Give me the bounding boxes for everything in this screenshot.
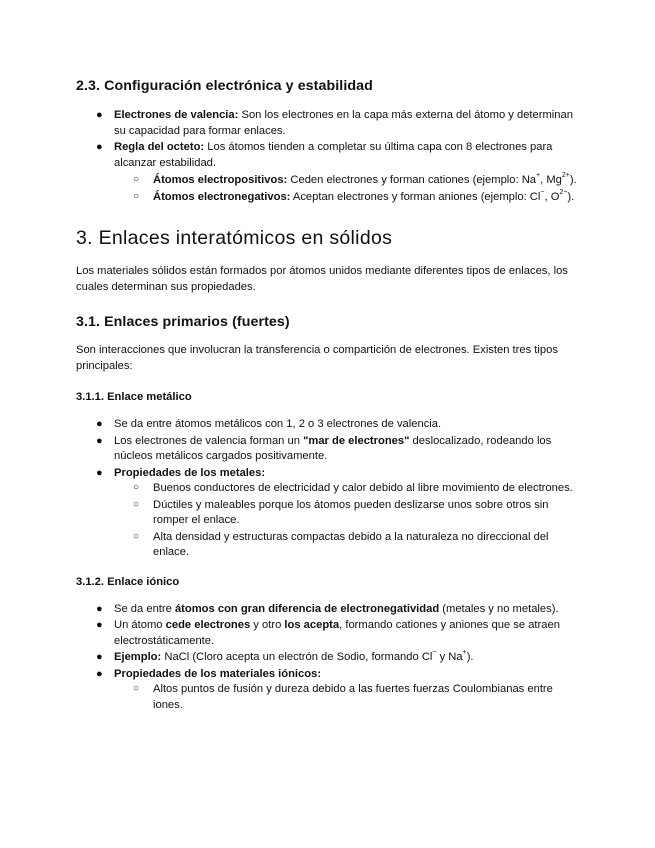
emphasis-text: átomos con gran diferencia de electronegatividad bbox=[174, 602, 440, 615]
bullet-icon: ● bbox=[96, 418, 103, 430]
sub-list bbox=[114, 682, 579, 713]
sub-list-item bbox=[114, 481, 579, 497]
section-3-1-1-heading: 3.1.1. Enlace metálico bbox=[76, 391, 192, 403]
list-text: y otro bbox=[250, 619, 285, 631]
list-item bbox=[76, 667, 579, 714]
bullet-icon: ● bbox=[96, 619, 103, 631]
sub-list bbox=[114, 173, 579, 205]
list-text: Dúctiles y maleables porque los átomos pueden deslizarse unos sobre otros sin romper el enlace. bbox=[153, 498, 549, 526]
list-text: Altos puntos de fusión y dureza debido a las fuertes fuerzas Coulombianas entre iones. bbox=[153, 683, 553, 711]
term-label: Propiedades de los materiales iónicos: bbox=[114, 667, 322, 680]
definition-text: ). bbox=[567, 190, 575, 203]
sub-list-item bbox=[114, 530, 579, 561]
list-text: Un átomo bbox=[114, 619, 166, 631]
list-item bbox=[76, 140, 579, 205]
sub-list bbox=[114, 481, 579, 561]
section-3-1-1-list bbox=[76, 417, 579, 561]
section-2-3-heading: 2.3. Configuración electrónica y estabilidad bbox=[76, 78, 373, 94]
section-2-3-list bbox=[76, 108, 579, 205]
section-3-1-2-heading: 3.1.2. Enlace iónico bbox=[76, 575, 180, 588]
definition-text: ). bbox=[569, 174, 577, 186]
bullet-icon: ● bbox=[96, 651, 103, 663]
term-label: Propiedades de los metales: bbox=[114, 466, 266, 479]
list-item bbox=[76, 650, 579, 666]
list-item bbox=[76, 434, 579, 465]
list-item bbox=[76, 108, 579, 139]
list-text: y Na bbox=[436, 651, 463, 663]
list-item bbox=[76, 618, 579, 649]
superscript: 2− bbox=[559, 188, 568, 196]
bullet-icon: ● bbox=[96, 434, 103, 447]
definition-text: Los átomos tienden a completar su última capa con 8 electrones para alcanzar estabilidad. bbox=[114, 141, 553, 169]
list-text: Se da entre átomos metálicos con 1, 2 o 3 electrones de valencia. bbox=[114, 418, 442, 430]
section-3-1-2-list bbox=[76, 602, 579, 714]
sub-list-item bbox=[114, 498, 579, 529]
term-label: Ejemplo: bbox=[114, 651, 162, 663]
term-label: Átomos electronegativos: bbox=[153, 190, 291, 203]
list-item bbox=[76, 466, 579, 561]
sub-list-item bbox=[114, 682, 579, 713]
sub-list-item bbox=[114, 190, 579, 206]
superscript: − bbox=[432, 649, 437, 657]
sub-list-item bbox=[114, 173, 579, 189]
superscript: − bbox=[540, 188, 545, 196]
emphasis-text: "mar de electrones" bbox=[303, 434, 410, 447]
superscript: + bbox=[462, 649, 467, 657]
definition-text: Aceptan electrones y forman aniones (ejemplo: Cl bbox=[290, 190, 541, 203]
hollow-bullet-icon: ○ bbox=[133, 190, 140, 202]
term-label: Regla del octeto: bbox=[114, 141, 205, 153]
term-label: Átomos electropositivos: bbox=[153, 174, 288, 186]
list-text: ). bbox=[466, 651, 474, 663]
superscript: + bbox=[536, 172, 541, 180]
hollow-bullet-icon: ○ bbox=[133, 498, 140, 510]
list-item bbox=[76, 602, 579, 618]
definition-text: Son los electrones en la capa más externa del átomo y determinan su capacidad para formar enlaces. bbox=[114, 109, 573, 137]
section-3-intro: Los materiales sólidos están formados por átomos unidos mediante diferentes tipos de enlaces, los cuales determinan sus propiedades. bbox=[76, 265, 568, 293]
list-text: NaCl (Cloro acepta un electrón de Sodio, formando Cl bbox=[161, 651, 433, 663]
list-text: Se da entre bbox=[114, 602, 175, 615]
emphasis-text: los acepta bbox=[284, 619, 340, 631]
hollow-bullet-icon: ○ bbox=[133, 683, 140, 694]
definition-text: , O bbox=[544, 190, 560, 203]
list-text: Buenos conductores de electricidad y calor debido al libre movimiento de electrones. bbox=[153, 482, 573, 494]
term-label: Electrones de valencia: bbox=[114, 109, 239, 121]
hollow-bullet-icon: ○ bbox=[133, 174, 140, 185]
section-3-1-intro: Son interacciones que involucran la transferencia o compartición de electrones. Existen tres tipos principales: bbox=[76, 344, 558, 372]
bullet-icon: ● bbox=[96, 109, 103, 121]
emphasis-text: cede electrones bbox=[165, 619, 251, 631]
definition-text: , Mg bbox=[540, 174, 562, 186]
definition-text: Ceden electrones y forman cationes (ejemplo: Na bbox=[287, 174, 537, 186]
section-3-heading: 3. Enlaces interatómicos en sólidos bbox=[76, 227, 393, 249]
hollow-bullet-icon: ○ bbox=[133, 482, 140, 493]
section-3-1-heading: 3.1. Enlaces primarios (fuertes) bbox=[76, 314, 290, 330]
list-text: deslocalizado, rodeando los núcleos metálicos cargados positivamente. bbox=[114, 434, 552, 462]
list-text: Alta densidad y estructuras compactas debido a la naturaleza no direccional del enlace. bbox=[153, 530, 549, 558]
bullet-icon: ● bbox=[96, 141, 103, 153]
list-item bbox=[76, 417, 579, 433]
superscript: 2+ bbox=[561, 172, 570, 180]
list-text: Los electrones de valencia forman un bbox=[114, 434, 304, 447]
bullet-icon: ● bbox=[96, 667, 103, 680]
hollow-bullet-icon: ○ bbox=[133, 530, 140, 542]
list-text: (metales y no metales). bbox=[439, 602, 559, 615]
list-text: , formando cationes y aniones que se atraen electrostáticamente. bbox=[114, 619, 560, 647]
bullet-icon: ● bbox=[96, 602, 103, 615]
bullet-icon: ● bbox=[96, 466, 103, 479]
